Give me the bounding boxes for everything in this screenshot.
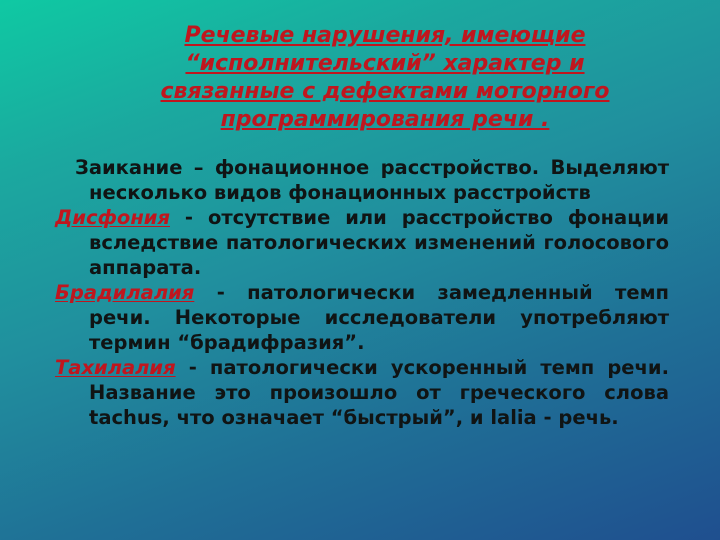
paragraph-text: - патологически ускоренный темп речи. Название это произошло от греческого слова tachus, что означает “быстрый”, и lalia - речь. (89, 356, 669, 429)
term-tachylalia: Тахилалия (55, 356, 176, 379)
slide-body (55, 155, 669, 430)
paragraph-tachylalia (55, 355, 669, 430)
paragraph-dysphonia (55, 205, 669, 280)
title-line-2: “исполнительский” характер и (185, 51, 585, 76)
paragraph-text: Заикание – фонационное расстройство. Выделяют несколько видов фонационных расстройств (75, 156, 669, 204)
title-line-1: Речевые нарушения, имеющие (184, 23, 586, 48)
paragraph-bradylalia (55, 280, 669, 355)
paragraph-text: - отсутствие или расстройство фонации вследствие патологических изменений голосового аппарата. (89, 206, 669, 279)
paragraph-stuttering (55, 155, 669, 205)
title-line-3: связанные с дефектами моторного (160, 79, 610, 104)
term-dysphonia: Дисфония (55, 206, 170, 229)
term-bradylalia: Брадилалия (55, 281, 195, 304)
title-line-4: программирования речи . (220, 107, 550, 132)
paragraph-text: - патологически замедленный темп речи. Некоторые исследователи употребляют термин “брадифразия”. (89, 281, 669, 354)
slide-title (70, 22, 700, 134)
